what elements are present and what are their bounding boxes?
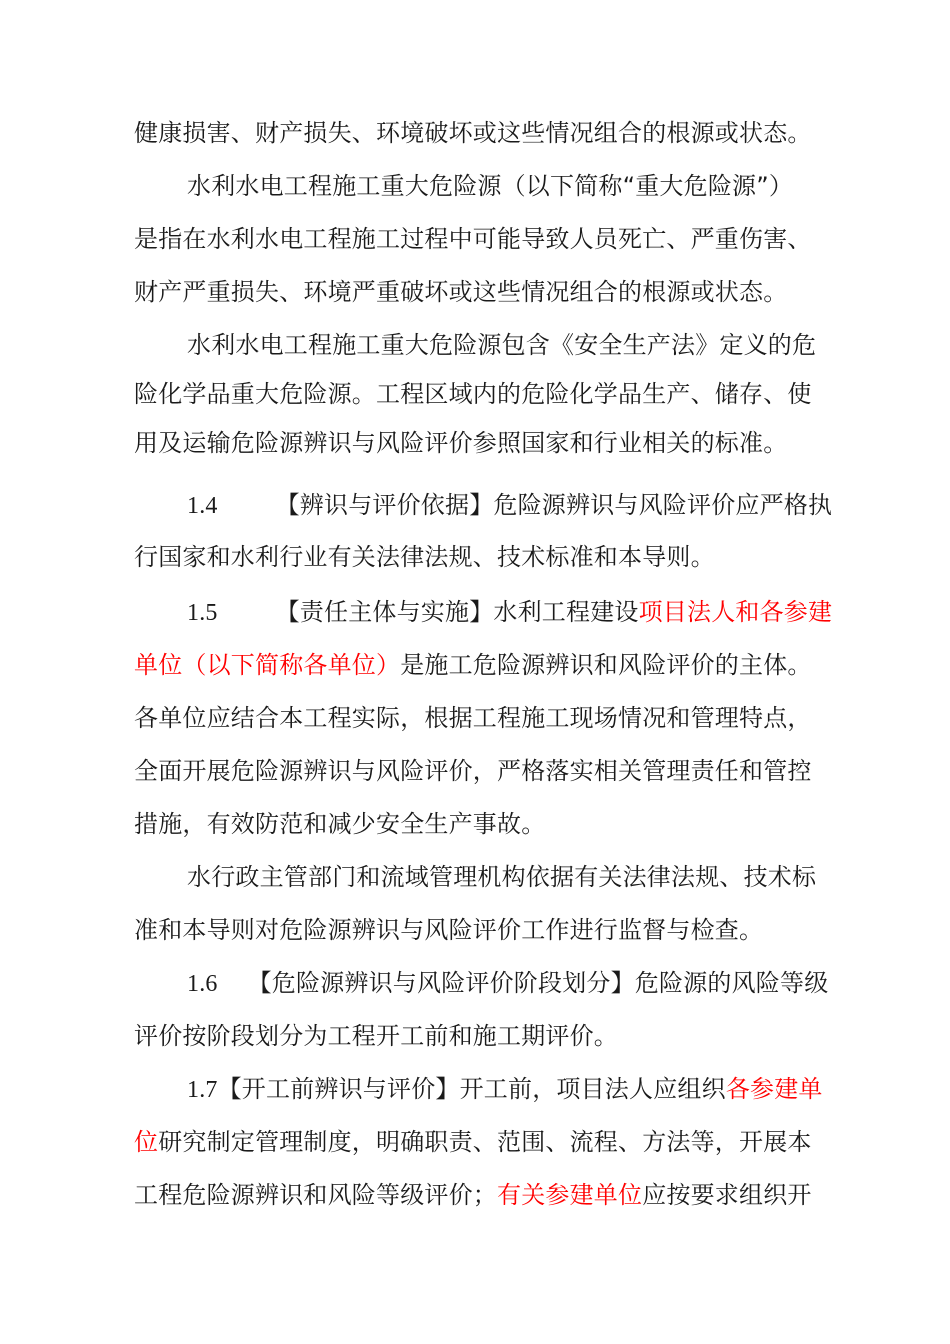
- highlighted-text: 有关参建单位: [497, 1181, 643, 1209]
- paragraph-line: 健康损害、财产损失、环境破坏或这些情况组合的根源或状态。: [134, 119, 812, 147]
- paragraph-line: 各单位应结合本工程实际，根据工程施工现场情况和管理特点，: [134, 704, 812, 732]
- section-1-7-heading-line: [187, 1073, 823, 1106]
- section-1-6-heading-line: [187, 967, 828, 1000]
- section-text: 工程危险源辨识和风险等级评价；: [134, 1181, 497, 1209]
- section-number: 1.6: [187, 971, 218, 997]
- section-text: 【开工前辨识与评价】开工前，项目法人应组织: [217, 1075, 726, 1103]
- section-number: 1.7: [187, 1077, 218, 1103]
- section-text: 【责任主体与实施】水利工程建设: [275, 598, 639, 626]
- section-1-5-heading-line: [187, 596, 832, 629]
- paragraph-line: [134, 1126, 812, 1158]
- highlighted-text: 项目法人和各参建: [638, 598, 833, 626]
- section-text: 是施工危险源辨识和风险评价的主体。: [400, 651, 812, 679]
- paragraph-line: 准和本导则对危险源辨识与风险评价工作进行监督与检查。: [134, 916, 764, 944]
- section-text: 【辨识与评价依据】危险源辨识与风险评价应严格执: [275, 491, 833, 519]
- highlighted-text: 位: [134, 1128, 159, 1156]
- paragraph-line: 险化学品重大危险源。工程区域内的危险化学品生产、储存、使: [134, 380, 812, 408]
- section-text: 【危险源辨识与风险评价阶段划分】危险源的风险等级: [247, 969, 829, 997]
- paragraph-line: 水行政主管部门和流域管理机构依据有关法律法规、技术标: [187, 863, 817, 891]
- highlighted-text: 单位（以下简称各单位）: [134, 651, 401, 679]
- paragraph-line: 行国家和水利行业有关法律法规、技术标准和本导则。: [134, 543, 715, 571]
- paragraph-line: [134, 1179, 812, 1211]
- paragraph-line: 是指在水利水电工程施工过程中可能导致人员死亡、严重伤害、: [134, 225, 812, 253]
- paragraph-line: 水利水电工程施工重大危险源包含《安全生产法》定义的危: [187, 331, 817, 359]
- paragraph-line: 用及运输危险源辨识与风险评价参照国家和行业相关的标准。: [134, 429, 788, 457]
- section-number: 1.5: [187, 600, 218, 626]
- section-1-4-heading-line: [187, 489, 832, 522]
- paragraph-line: [134, 649, 812, 681]
- paragraph-line: 水利水电工程施工重大危险源（以下简称“重大危险源”）: [187, 172, 794, 200]
- paragraph-line: 评价按阶段划分为工程开工前和施工期评价。: [134, 1022, 618, 1050]
- section-text: 应按要求组织开: [642, 1181, 812, 1209]
- paragraph-line: 全面开展危险源辨识与风险评价，严格落实相关管理责任和管控: [134, 757, 812, 785]
- section-text: 研究制定管理制度，明确职责、范围、流程、方法等，开展本: [158, 1128, 812, 1156]
- paragraph-line: 措施，有效防范和减少安全生产事故。: [134, 810, 546, 838]
- paragraph-line: 财产严重损失、环境严重破坏或这些情况组合的根源或状态。: [134, 278, 788, 306]
- section-number: 1.4: [187, 493, 218, 519]
- highlighted-text: 各参建单: [725, 1075, 823, 1103]
